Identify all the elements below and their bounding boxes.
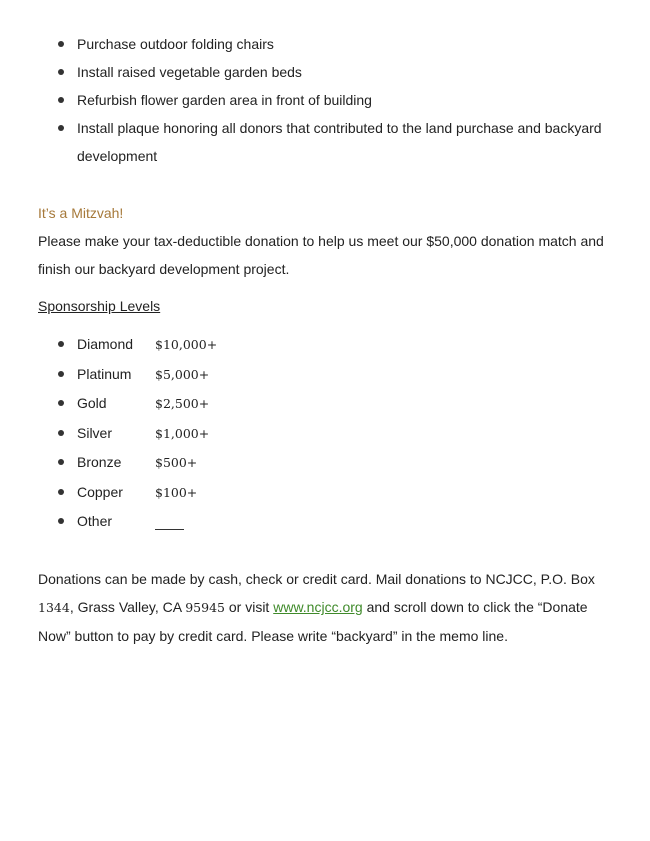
list-item: Purchase outdoor folding chairs (38, 30, 620, 58)
bullet-icon (58, 430, 64, 436)
mitzvah-text: Please make your tax-deductible donation to help us meet our $50,000 donation match and finish our backyard development project. (38, 233, 604, 277)
blank-line (155, 515, 184, 530)
project-list-section (38, 30, 620, 170)
list-item: Install raised vegetable garden beds (38, 58, 620, 86)
bullet-icon (58, 125, 64, 131)
bullet-icon (58, 41, 64, 47)
website-link[interactable]: www.ncjcc.org (273, 599, 363, 615)
project-list (38, 30, 620, 170)
bullet-icon (58, 518, 64, 524)
level-item: Diamond $10,000+ (38, 330, 620, 360)
list-item: Install plaque honoring all donors that contributed to the land purchase and backyard development (38, 114, 620, 170)
level-item: Bronze $500+ (38, 448, 620, 478)
bullet-icon (58, 489, 64, 495)
mitzvah-section (38, 199, 620, 283)
mitzvah-heading: It’s a Mitzvah! (38, 205, 124, 221)
bullet-icon (58, 341, 64, 347)
bullet-icon (58, 459, 64, 465)
bullet-icon (58, 371, 64, 377)
level-item: Silver $1,000+ (38, 419, 620, 449)
level-item: Gold $2,500+ (38, 389, 620, 419)
level-item: Other (38, 507, 620, 536)
list-item: Refurbish flower garden area in front of building (38, 86, 620, 114)
donations-text: Donations can be made by cash, check or credit card. Mail donations to NCJCC, P.O. Box 1344, Grass Valley, CA 95945 or visit www.ncjcc.org and scroll down to click the “Donate Now” button to pay by credit card. Please write “backyard” in the memo line. (38, 571, 595, 644)
sponsorship-title: Sponsorship Levels (38, 298, 161, 314)
level-item: Copper $100+ (38, 478, 620, 508)
bullet-icon (58, 69, 64, 75)
level-item: Platinum $5,000+ (38, 360, 620, 390)
bullet-icon (58, 97, 64, 103)
donations-section (38, 565, 614, 650)
sponsorship-levels (38, 330, 620, 536)
sponsorship-section (38, 292, 620, 536)
bullet-icon (58, 400, 64, 406)
